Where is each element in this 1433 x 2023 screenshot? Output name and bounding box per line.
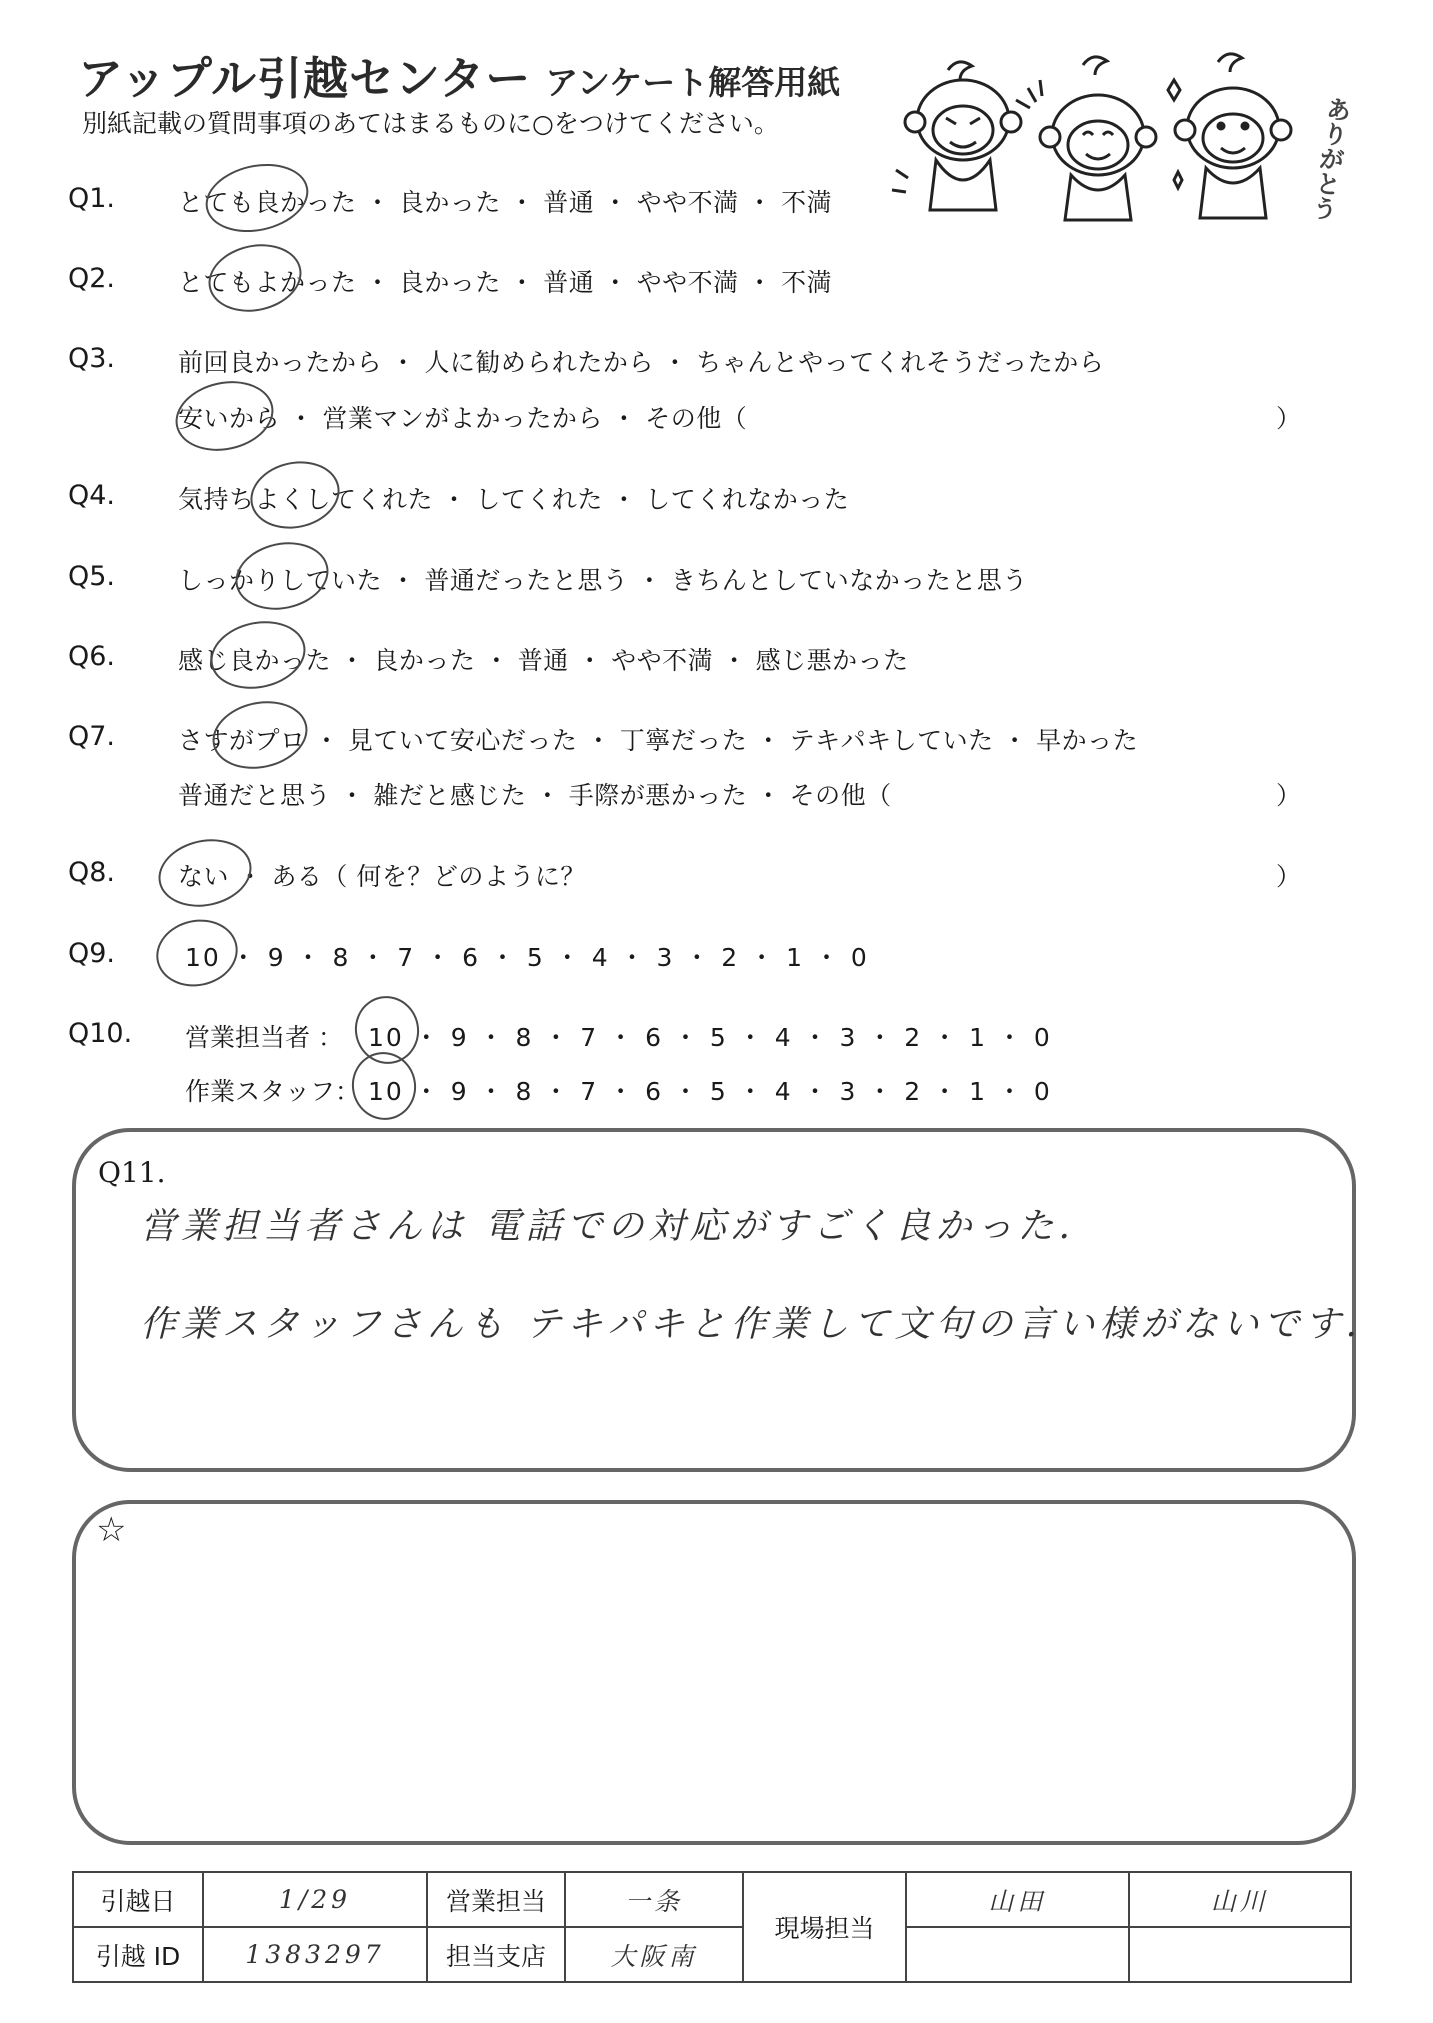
q11-label: Q11. — [98, 1156, 166, 1189]
q10-number: Q10. — [68, 1018, 133, 1049]
q5-answer-circle — [229, 534, 335, 618]
q1-number: Q1. — [68, 183, 116, 214]
q2-options: とてもよかった ・ 良かった ・ 普通 ・ やや不満 ・ 不満 — [178, 268, 833, 297]
move-date-label: 引越日 — [73, 1872, 203, 1927]
q7-number: Q7. — [68, 721, 116, 752]
q4-answer-circle — [244, 453, 346, 536]
move-id-value: 1383297 — [203, 1927, 427, 1982]
form-subtitle: アンケート解答用紙 — [545, 63, 841, 102]
q11-comment-line2: 作業スタッフさんも テキパキと作業して文句の言い様がないです. — [140, 1304, 1362, 1345]
q11-comment-line1: 営業担当者さんは 電話での対応がすごく良かった. — [140, 1206, 1075, 1247]
site-rep-value-1: 山田 — [906, 1872, 1129, 1927]
q6-options: 感じ良かった ・ 良かった ・ 普通 ・ やや不満 ・ 感じ悪かった — [178, 646, 909, 675]
q1-options: とても良かった ・ 良かった ・ 普通 ・ やや不満 ・ 不満 — [178, 188, 833, 217]
q8-close-paren: ） — [1276, 862, 1302, 891]
site-rep-label: 現場担当 — [743, 1872, 906, 1982]
q7-close-paren: ） — [1276, 781, 1302, 810]
q10-sales-label: 営業担当者 ： — [185, 1023, 343, 1052]
monkey-mascot-illustration — [888, 50, 1308, 230]
branch-value: 大阪南 — [565, 1927, 743, 1982]
q7-answer-circle — [206, 693, 314, 778]
instruction-text: 別紙記載の質問事項のあてはまるものに○をつけてください。 — [82, 109, 779, 138]
move-id-label: 引越 ID — [73, 1927, 203, 1982]
q10-staff-scale: 10 ・ 9 ・ 8 ・ 7 ・ 6 ・ 5 ・ 4 ・ 3 ・ 2 ・ 1 ・ 0 — [368, 1077, 1052, 1106]
form-title — [78, 42, 840, 107]
q7-options-line1: さすがプロ ・ 見ていて安心だった ・ 丁寧だった ・ テキパキしていた ・ 早かった — [178, 726, 1139, 755]
q3-options-line2: 安いから ・ 営業マンがよかったから ・ その他（ — [178, 404, 748, 433]
q10-staff-label: 作業スタッフ： — [185, 1077, 361, 1106]
q3-answer-circle — [169, 372, 280, 459]
q6-answer-circle — [204, 613, 312, 698]
q7-options-line2: 普通だと思う ・ 雑だと感じた ・ 手際が悪かった ・ その他（ — [178, 781, 892, 810]
q10-sales-scale: 10 ・ 9 ・ 8 ・ 7 ・ 6 ・ 5 ・ 4 ・ 3 ・ 2 ・ 1 ・ 0 — [368, 1023, 1052, 1052]
q4-options: 気持ちよくしてくれた ・ してくれた ・ してくれなかった — [178, 485, 850, 514]
q2-number: Q2. — [68, 263, 116, 294]
thanks-text: ありがとう — [1307, 94, 1354, 223]
q3-number: Q3. — [68, 343, 116, 374]
site-rep-value-2: 山川 — [1129, 1872, 1352, 1927]
q9-number: Q9. — [68, 938, 116, 969]
q8-answer-circle — [152, 831, 258, 915]
move-info-table — [72, 1871, 1352, 1983]
q6-number: Q6. — [68, 641, 116, 672]
q5-options: しっかりしていた ・ 普通だったと思う ・ きちんとしていなかったと思う — [178, 566, 1028, 595]
monkey-left-icon — [892, 62, 1021, 210]
star-icon: ☆ — [96, 1510, 127, 1550]
move-date-value: 1/29 — [203, 1872, 427, 1927]
q10-staff-answer-circle — [346, 1046, 423, 1126]
sales-rep-label: 営業担当 — [427, 1872, 565, 1927]
q5-number: Q5. — [68, 561, 116, 592]
q9-answer-circle — [150, 912, 244, 994]
star-comment-box — [72, 1500, 1356, 1845]
q1-answer-circle — [199, 155, 314, 241]
q3-close-paren: ） — [1276, 404, 1302, 433]
q4-number: Q4. — [68, 480, 116, 511]
q8-options: ない ・ ある（ 何を？どのように？ — [178, 862, 586, 891]
monkey-right-icon — [1168, 54, 1291, 218]
q9-scale: 10 ・ 9 ・ 8 ・ 7 ・ 6 ・ 5 ・ 4 ・ 3 ・ 2 ・ 1 ・ 0 — [185, 943, 869, 972]
monkey-center-icon — [1016, 57, 1156, 220]
branch-label: 担当支店 — [427, 1927, 565, 1982]
sales-rep-value: 一条 — [565, 1872, 743, 1927]
site-rep-empty-2 — [1129, 1927, 1352, 1982]
site-rep-empty-1 — [906, 1927, 1129, 1982]
q2-answer-circle — [202, 236, 308, 320]
q8-number: Q8. — [68, 857, 116, 888]
q3-options-line1: 前回良かったから ・ 人に勧められたから ・ ちゃんとやってくれそうだったから — [178, 348, 1105, 377]
company-name: アップル引越センター — [78, 52, 532, 105]
